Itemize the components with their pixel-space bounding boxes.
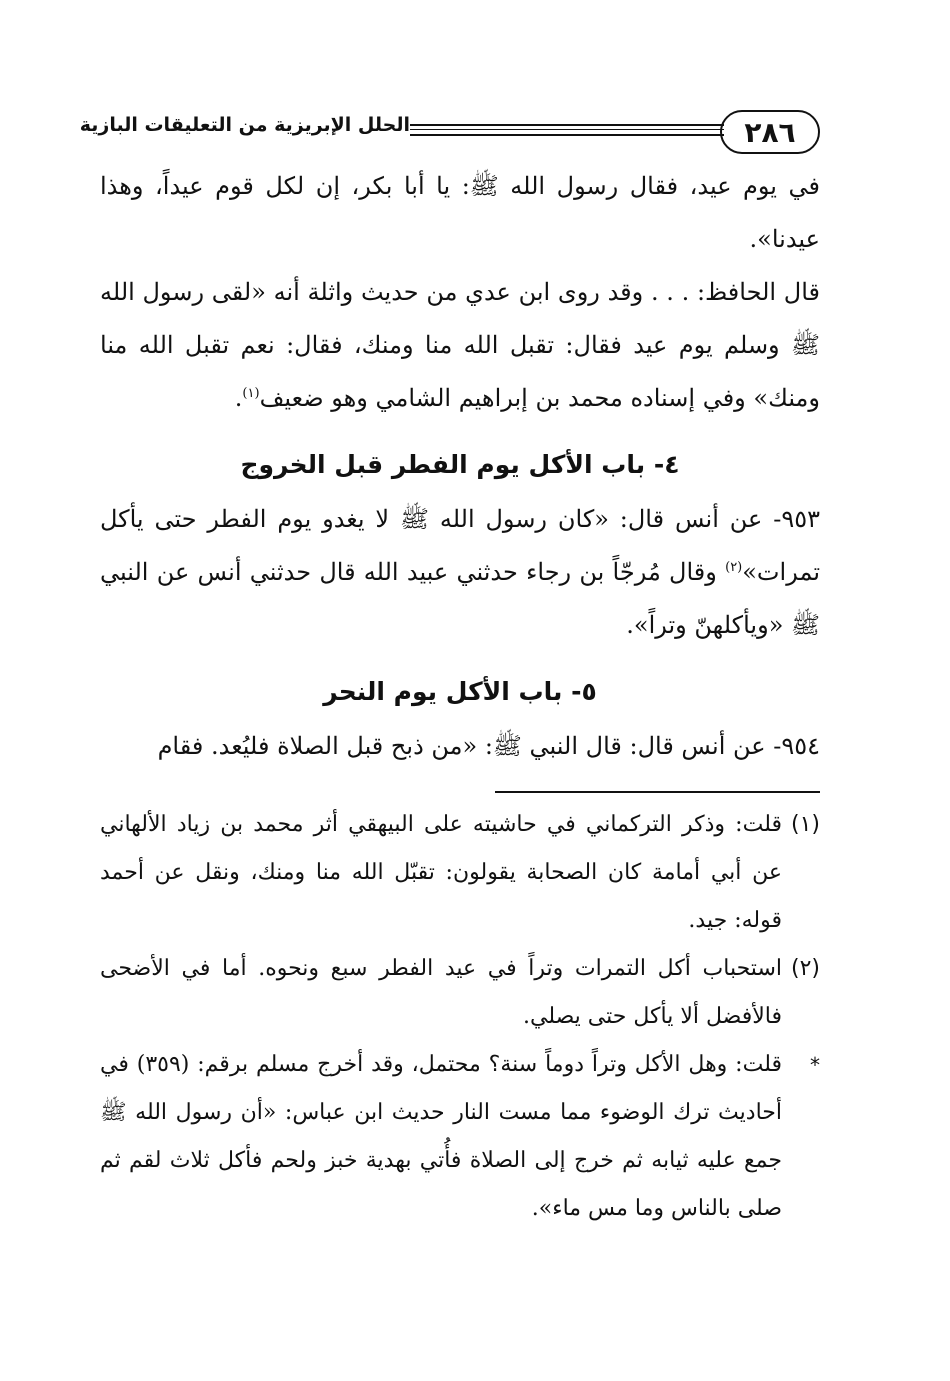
- section-heading-5: ٥- باب الأكل يوم النحر: [323, 677, 597, 706]
- hadith-953-part1: ٩٥٣- عن أنس قال: «كان رسول الله ﷺ لا يغدو يوم الفطر حتى يأكل تمرات»: [100, 505, 820, 586]
- paragraph-2-text: قال الحافظ: . . . وقد روى ابن عدي من حديث واثلة أنه «لقى رسول الله ﷺ وسلم يوم عيد فقال: تقبل الله منا ومنك، فقال: نعم تقبل الله منا ومنك» وفي إسناده محمد بن إبراهيم الشامي وهو ضعيف: [100, 278, 820, 412]
- footnote-2: [100, 945, 820, 1041]
- page-header: [79, 110, 820, 160]
- hadith-954: ٩٥٤- عن أنس قال: قال النبي ﷺ: «من ذبح قبل الصلاة فليُعد. فقام: [157, 732, 820, 760]
- footnote-ref-2: (٢): [725, 560, 743, 575]
- paragraph-1: في يوم عيد، فقال رسول الله ﷺ: يا أبا بكر، إن لكل قوم عيداً، وهذا عيدنا».: [100, 172, 820, 253]
- paragraph-2-end: .: [234, 384, 243, 412]
- hadith-953: [100, 493, 820, 652]
- footnote-1: [100, 801, 820, 945]
- page-number: ٢٨٦: [720, 110, 820, 154]
- editor-note-text: قلت: وهل الأكل وتراً دوماً سنة؟ محتمل، وقد أخرج مسلم برقم: (٣٥٩) في أحاديث ترك الوضوء مما مست النار حديث ابن عباس: «أن رسول الله ﷺ جمع عليه ثيابه ثم خرج إلى الصلاة فأُتي بهدية خبز ولحم فأكل ثلاث لقم ثم صلى بالناس وما مس ماء».: [100, 1052, 782, 1221]
- page: [79, 110, 820, 1233]
- footnote-2-text: استحباب أكل التمرات وتراً في عيد الفطر سبع ونحوه. أما في الأضحى فالأفضل ألا يأكل حتى يصلي.: [100, 956, 782, 1029]
- footnote-ref-1: (١): [242, 386, 260, 401]
- editor-note: [100, 1041, 820, 1233]
- paragraph-2: [100, 266, 820, 425]
- section-heading-4: ٤- باب الأكل يوم الفطر قبل الخروج: [240, 450, 680, 479]
- footnote-1-marker: (١): [790, 812, 820, 837]
- hadith-953-part2: وقال مُرجّاً بن رجاء حدثني عبيد الله قال حدثني أنس عن النبي ﷺ «ويأكلهنّ وتراً».: [100, 558, 820, 639]
- header-rule: [410, 124, 724, 136]
- footnote-1-text: قلت: وذكر التركماني في حاشيته على البيهقي أثر محمد بن زياد الألهاني عن أبي أمامة كان الصحابة يقولون: تقبّل الله منا ومنك، ونقل عن أحمد قوله: جيد.: [100, 812, 782, 933]
- asterisk-icon: *: [810, 1053, 820, 1077]
- footnotes: [100, 801, 820, 1233]
- running-title: الحلل الإبريزية من التعليقات البازية: [79, 114, 410, 136]
- footnote-2-marker: (٢): [790, 956, 820, 981]
- footnote-divider: [495, 791, 820, 793]
